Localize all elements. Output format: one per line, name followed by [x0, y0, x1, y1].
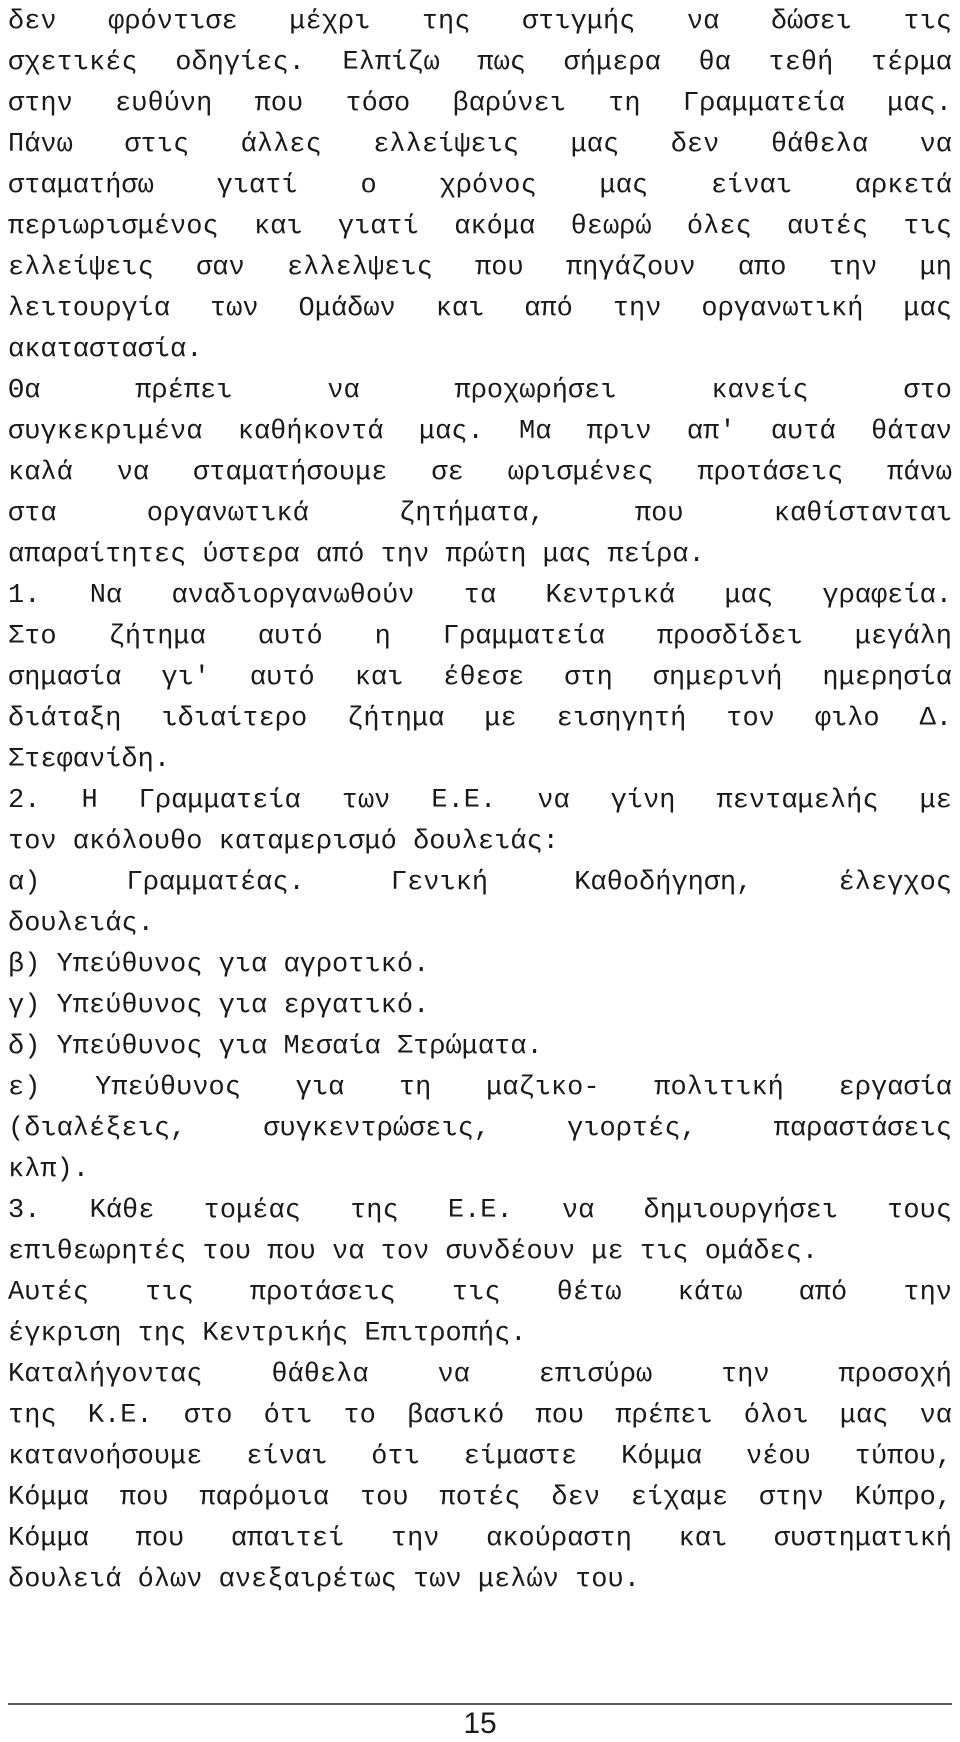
- text-line: κατανοήσουμε είναι ότι είμαστε Κόμμα νέου τύπου,: [8, 1442, 952, 1472]
- footer-divider: [8, 1703, 952, 1705]
- text-line: περιωρισμένος και γιατί ακόμα θεωρώ όλες αυτές τις: [8, 212, 952, 242]
- text-line: α) Γραμματέας. Γενική Καθοδήγηση, έλεγχος: [8, 868, 952, 898]
- text-line: Στο ζήτημα αυτό η Γραμματεία προσδίδει μεγάλη: [8, 622, 952, 652]
- text-line: δουλειά όλων ανεξαιρέτως των μελών του.: [8, 1565, 640, 1595]
- text-line: Καταλήγοντας θάθελα να επισύρω την προσοχή: [8, 1360, 952, 1390]
- body-text: [8, 2, 952, 1601]
- document-page: [8, 0, 952, 1742]
- text-line: σημασία γι' αυτό και έθεσε στη σημερινή ημερησία: [8, 663, 952, 693]
- text-line: Κόμμα που απαιτεί την ακούραστη και συστηματική: [8, 1524, 952, 1554]
- text-line: λειτουργία των Ομάδων και από την οργανωτική μας: [8, 294, 952, 324]
- text-line: ε) Υπεύθυνος για τη μαζικο- πολιτική εργασία: [8, 1073, 952, 1103]
- text-line: (διαλέξεις, συγκεντρώσεις, γιορτές, παραστάσεις: [8, 1114, 952, 1144]
- text-line: 1. Να αναδιοργανωθούν τα Κεντρικά μας γραφεία.: [8, 581, 952, 611]
- text-line: επιθεωρητές του που να τον συνδέουν με τις ομάδες.: [8, 1237, 819, 1267]
- text-line: στα οργανωτικά ζητήματα, που καθίστανται: [8, 499, 952, 529]
- page-number: 15: [463, 1707, 497, 1740]
- text-line: 3. Κάθε τομέας της Ε.Ε. να δημιουργήσει τους: [8, 1196, 952, 1226]
- text-line: συγκεκριμένα καθήκοντά μας. Μα πριν απ' αυτά θάταν: [8, 417, 952, 447]
- text-line: διάταξη ιδιαίτερο ζήτημα με εισηγητή τον φιλο Δ.: [8, 704, 952, 734]
- text-line: Στεφανίδη.: [8, 745, 171, 775]
- text-line: 2. Η Γραμματεία των Ε.Ε. να γίνη πενταμελής με: [8, 786, 952, 816]
- text-line: Αυτές τις προτάσεις τις θέτω κάτω από την: [8, 1278, 952, 1308]
- text-line: στην ευθύνη που τόσο βαρύνει τη Γραμματεία μας.: [8, 89, 952, 119]
- text-line: γ) Υπεύθυνος για εργατικό.: [8, 991, 430, 1021]
- text-line: ελλείψεις σαν ελλελψεις που πηγάζουν απο την μη: [8, 253, 952, 283]
- text-line: Πάνω στις άλλες ελλείψεις μας δεν θάθελα να: [8, 130, 952, 160]
- text-line: β) Υπεύθυνος για αγροτικό.: [8, 950, 430, 980]
- text-line: σχετικές οδηγίες. Ελπίζω πως σήμερα θα τεθή τέρμα: [8, 48, 952, 78]
- text-line: της Κ.Ε. στο ότι το βασικό που πρέπει όλοι μας να: [8, 1401, 952, 1431]
- text-line: κλπ).: [8, 1155, 90, 1185]
- text-line: δεν φρόντισε μέχρι της στιγμής να δώσει τις: [8, 7, 952, 37]
- text-line: ακαταστασία.: [8, 335, 203, 365]
- text-line: Κόμμα που παρόμοια του ποτές δεν είχαμε στην Κύπρο,: [8, 1483, 952, 1513]
- text-line: σταματήσω γιατί ο χρόνος μας είναι αρκετά: [8, 171, 952, 201]
- text-line: καλά να σταματήσουμε σε ωρισμένες προτάσεις πάνω: [8, 458, 952, 488]
- text-line: δουλειάς.: [8, 909, 154, 939]
- text-line: δ) Υπεύθυνος για Μεσαία Στρώματα.: [8, 1032, 543, 1062]
- text-line: απαραίτητες ύστερα από την πρώτη μας πείρα.: [8, 540, 705, 570]
- text-line: τον ακόλουθο καταμερισμό δουλειάς:: [8, 827, 559, 857]
- text-line: Θα πρέπει να προχωρήσει κανείς στο: [8, 376, 952, 406]
- text-line: έγκριση της Κεντρικής Επιτροπής.: [8, 1319, 527, 1349]
